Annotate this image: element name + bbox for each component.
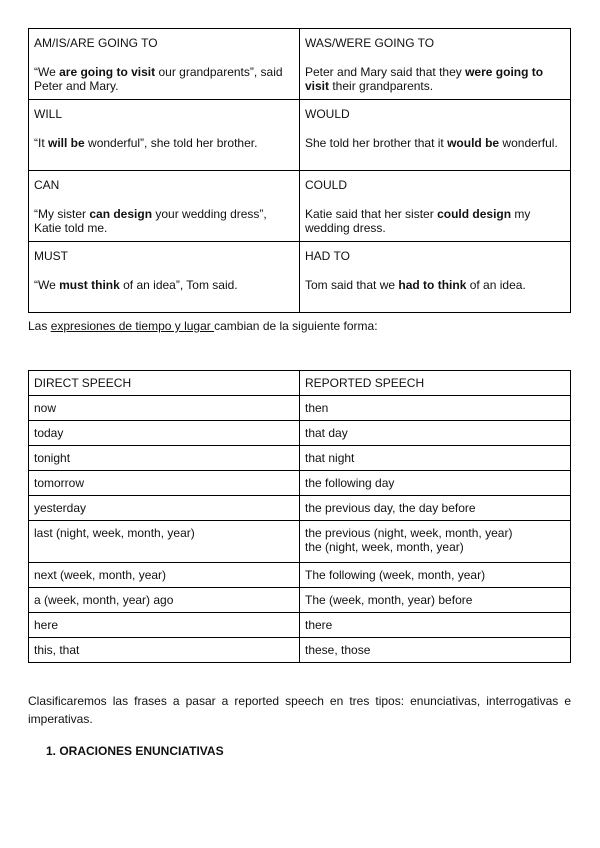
reported-cell: [300, 242, 571, 313]
direct-cell: tonight: [29, 446, 300, 471]
header-direct-speech: DIRECT SPEECH: [29, 371, 300, 396]
cell-example: “My sister can design your wedding dress”, Katie told me.: [34, 207, 267, 235]
cell-example: “It will be wonderful”, she told her brother.: [34, 136, 258, 150]
reported-cell: The following (week, month, year): [300, 563, 571, 588]
cell-example: Tom said that we had to think of an idea.: [305, 278, 526, 292]
underlined-phrase: expresiones de tiempo y lugar: [50, 319, 215, 333]
reported-cell: The (week, month, year) before: [300, 588, 571, 613]
cell-heading: MUST: [34, 249, 68, 263]
reported-cell: [300, 100, 571, 171]
cell-example: “We are going to visit our grandparents”, said Peter and Mary.: [34, 65, 283, 93]
direct-cell: [29, 29, 300, 100]
table-row: [29, 29, 571, 100]
cell-example: “We must think of an idea”, Tom said.: [34, 278, 238, 292]
direct-cell: tomorrow: [29, 471, 300, 496]
direct-cell: last (night, week, month, year): [29, 521, 300, 563]
direct-cell: yesterday: [29, 496, 300, 521]
direct-cell: [29, 100, 300, 171]
reported-cell: the previous (night, week, month, year) the (night, week, month, year): [300, 521, 571, 563]
reported-cell: the previous day, the day before: [300, 496, 571, 521]
table-header-row: [29, 371, 571, 396]
header-reported-speech: REPORTED SPEECH: [300, 371, 571, 396]
reported-cell: [300, 29, 571, 100]
table-row: [29, 171, 571, 242]
direct-cell: now: [29, 396, 300, 421]
cell-heading: HAD TO: [305, 249, 350, 263]
cell-heading: COULD: [305, 178, 348, 192]
table-row: [29, 521, 571, 563]
modal-verbs-table: [28, 28, 571, 313]
reported-cell: that night: [300, 446, 571, 471]
table-row: [29, 396, 571, 421]
table-row: [29, 100, 571, 171]
table-row: [29, 446, 571, 471]
cell-example: Peter and Mary said that they were going to visit their grandparents.: [305, 65, 544, 93]
classification-paragraph: Clasificaremos las frases a pasar a reported speech en tres tipos: enunciativas, interrogativas e imperativas.: [28, 694, 571, 726]
reported-cell: these, those: [300, 638, 571, 663]
direct-cell: [29, 242, 300, 313]
table-row: [29, 471, 571, 496]
direct-cell: [29, 171, 300, 242]
intro-text: Las expresiones de tiempo y lugar cambian de la siguiente forma:: [28, 319, 378, 333]
direct-cell: here: [29, 613, 300, 638]
table-row: [29, 242, 571, 313]
time-place-expressions-table: [28, 370, 571, 663]
reported-cell: there: [300, 613, 571, 638]
cell-heading: WILL: [34, 107, 63, 121]
reported-cell: then: [300, 396, 571, 421]
reported-cell: the following day: [300, 471, 571, 496]
direct-cell: today: [29, 421, 300, 446]
section-heading: 1. ORACIONES ENUNCIATIVAS: [46, 744, 224, 758]
cell-heading: AM/IS/ARE GOING TO: [34, 36, 158, 50]
direct-cell: this, that: [29, 638, 300, 663]
cell-heading: CAN: [34, 178, 60, 192]
table-row: [29, 613, 571, 638]
cell-heading: WAS/WERE GOING TO: [305, 36, 435, 50]
cell-example: Katie said that her sister could design my wedding dress.: [305, 207, 531, 235]
cell-example: She told her brother that it would be wonderful.: [305, 136, 558, 150]
table-row: [29, 421, 571, 446]
direct-cell: a (week, month, year) ago: [29, 588, 300, 613]
direct-cell: next (week, month, year): [29, 563, 300, 588]
table-row: [29, 496, 571, 521]
reported-cell: [300, 171, 571, 242]
table-row: [29, 588, 571, 613]
table-row: [29, 638, 571, 663]
reported-cell: that day: [300, 421, 571, 446]
cell-heading: WOULD: [305, 107, 350, 121]
table-row: [29, 563, 571, 588]
